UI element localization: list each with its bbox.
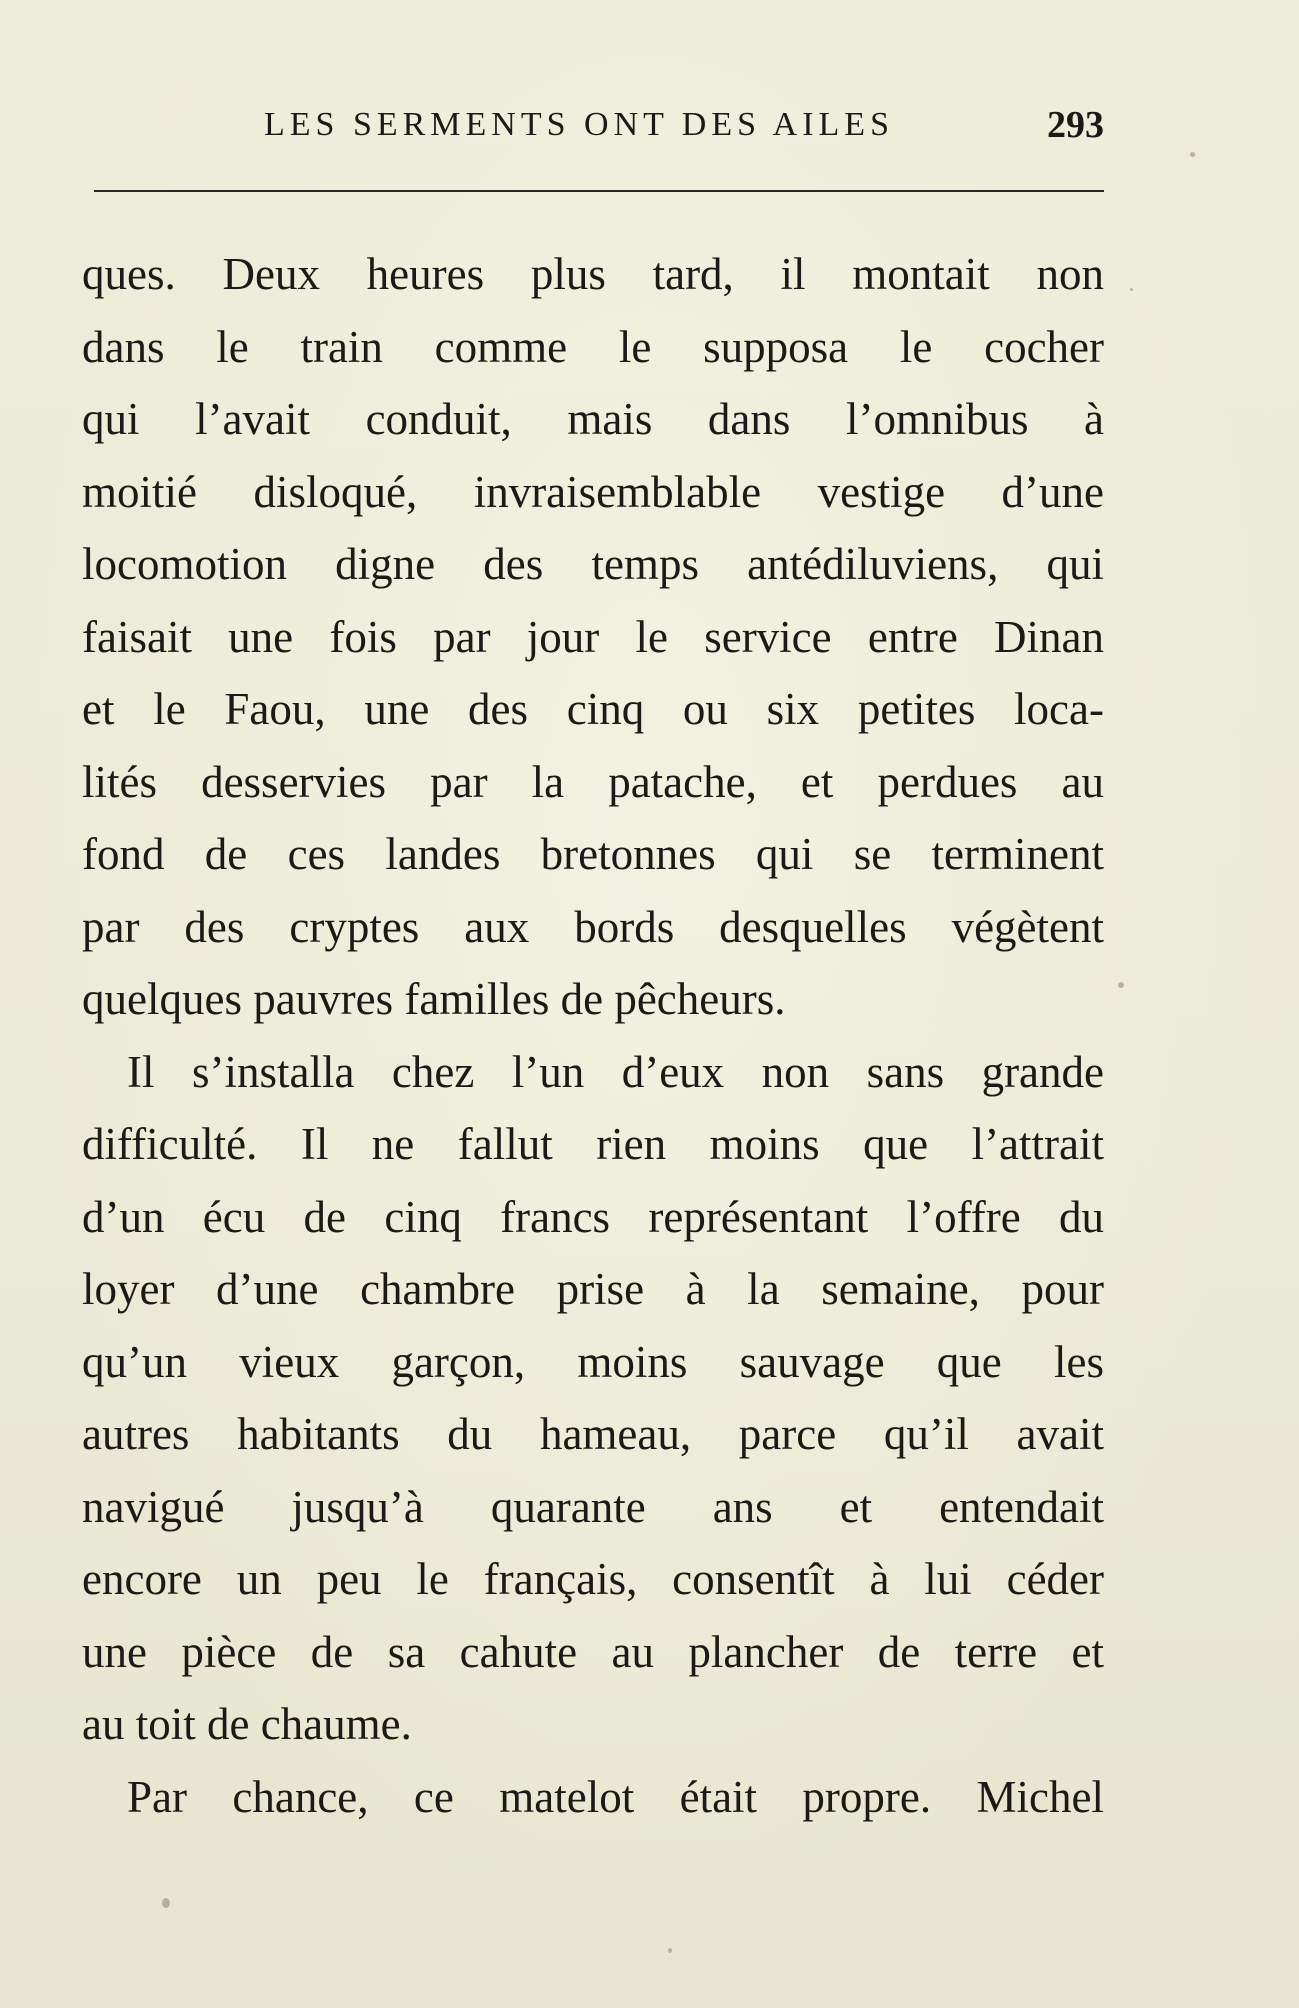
text-line-paragraph-start: Il s’installa chez l’un d’eux non sans grande [127, 1046, 1104, 1097]
text-line: dans le train comme le supposa le cocher [82, 321, 1104, 372]
paper-speck [668, 1948, 672, 1953]
paper-speck [1190, 152, 1195, 157]
text-line: et le Faou, une des cinq ou six petites loca- [82, 684, 1104, 734]
text-line: fond de ces landes bretonnes qui se terminent [82, 829, 1104, 879]
text-line: faisait une fois par jour le service entre Dinan [82, 611, 1104, 662]
running-title: LES SERMENTS ONT DES AILES [264, 106, 894, 143]
text-line: encore un peu le français, consentît à lui céder [82, 1554, 1104, 1604]
text-line: lités desservies par la patache, et perdues au [82, 756, 1104, 807]
text-line: qui l’avait conduit, mais dans l’omnibus à [82, 394, 1104, 444]
paper-speck [1130, 288, 1133, 291]
text-line-paragraph-start: Par chance, ce matelot était propre. Michel [127, 1771, 1104, 1822]
running-head [92, 100, 1104, 150]
text-line: loyer d’une chambre prise à la semaine, pour [82, 1264, 1104, 1314]
text-line: par des cryptes aux bords desquelles végètent [82, 901, 1104, 952]
text-line: locomotion digne des temps antédiluviens, qui [82, 539, 1104, 589]
text-line: ques. Deux heures plus tard, il montait non [82, 249, 1104, 299]
page-number: 293 [1047, 104, 1104, 146]
text-line-paragraph-end: au toit de chaume. [82, 1699, 412, 1749]
text-line: qu’un vieux garçon, moins sauvage que les [82, 1336, 1104, 1387]
text-line: difficulté. Il ne fallut rien moins que l’attrait [82, 1119, 1104, 1169]
text-line: une pièce de sa cahute au plancher de terre et [82, 1626, 1104, 1677]
header-rule [94, 190, 1104, 192]
body-text [82, 238, 1104, 1833]
paper-speck [162, 1898, 170, 1908]
text-line: d’un écu de cinq francs représentant l’offre du [82, 1191, 1104, 1242]
text-line: autres habitants du hameau, parce qu’il avait [82, 1409, 1104, 1459]
text-line: moitié disloqué, invraisemblable vestige d’une [82, 466, 1104, 517]
text-line: navigué jusqu’à quarante ans et entendait [82, 1481, 1104, 1532]
paper-speck [1118, 982, 1124, 988]
text-line-paragraph-end: quelques pauvres familles de pêcheurs. [82, 974, 786, 1024]
